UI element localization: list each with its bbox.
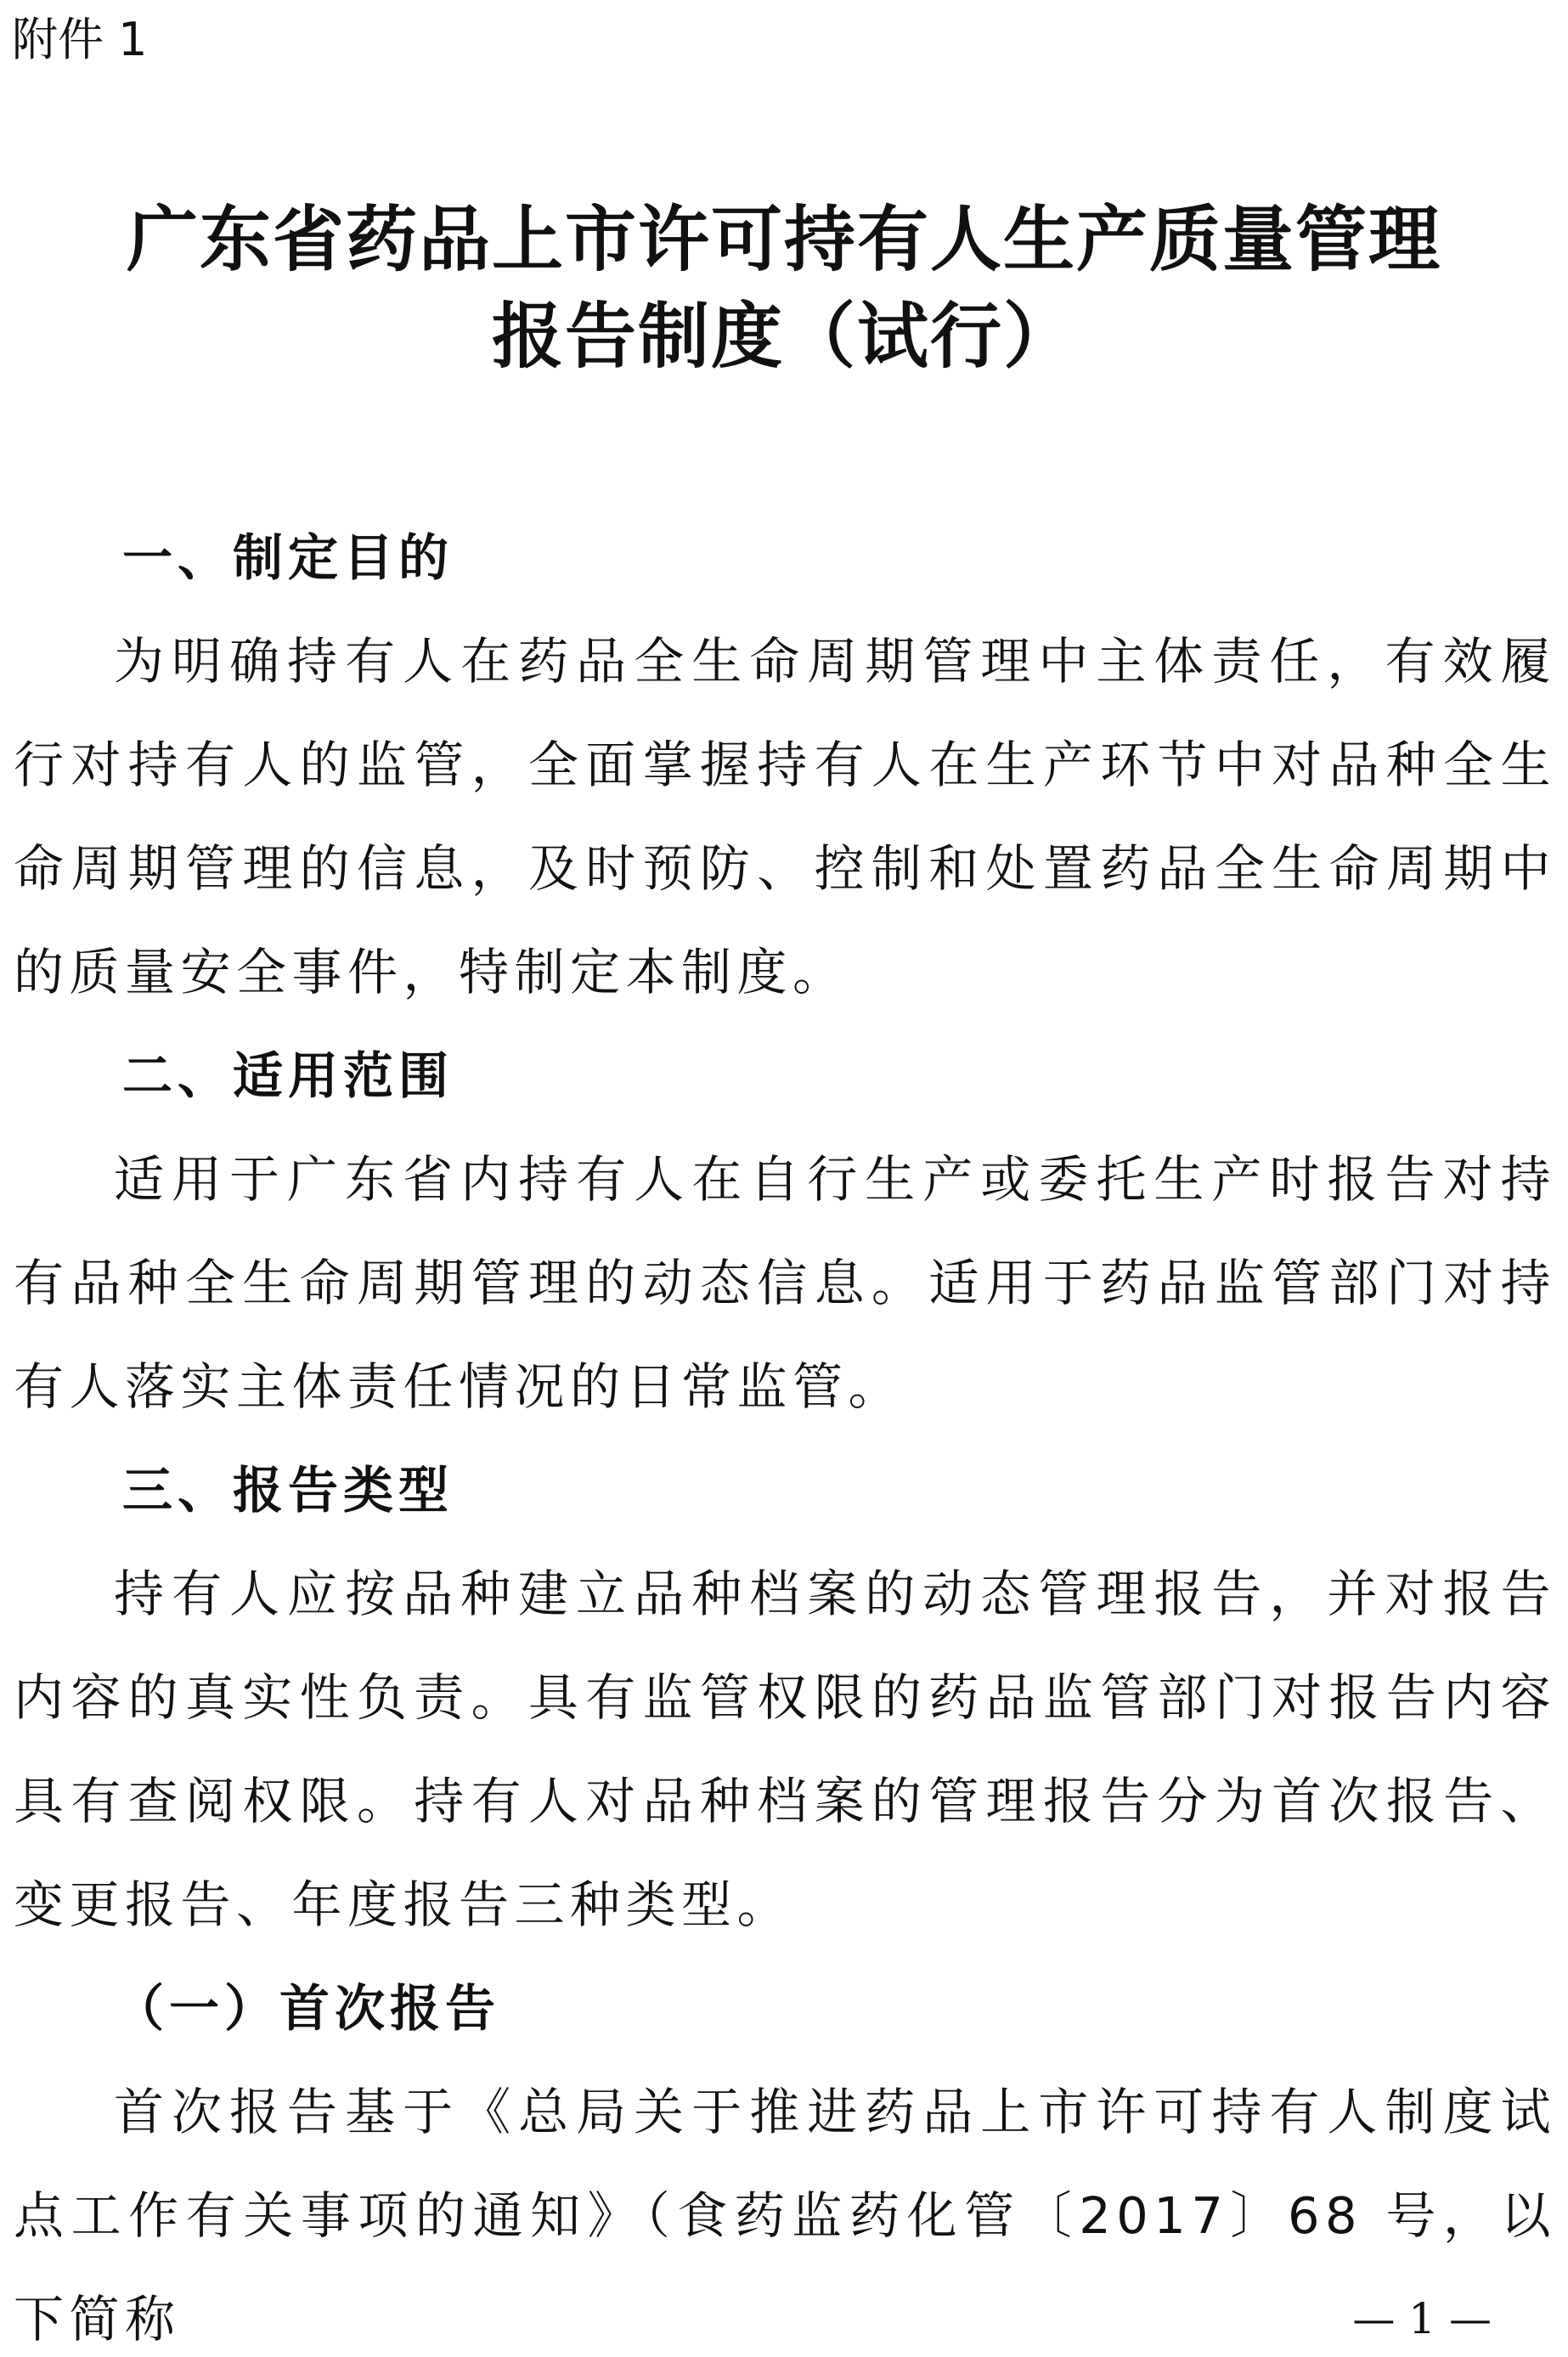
- subsection-heading-first-report: （一）首次报告: [114, 1979, 501, 2038]
- document-body: [14, 506, 1556, 2357]
- attachment-label: 附件 1: [12, 13, 148, 66]
- section-heading-scope: 二、适用范围: [122, 1046, 454, 1105]
- page-number: — 1 —: [1352, 2294, 1492, 2343]
- document-title-line-2: 报告制度（试行）: [491, 295, 1076, 378]
- document-title-line-1: 广东省药品上市许可持有人生产质量管理: [126, 198, 1441, 281]
- section-heading-report-types: 三、报告类型: [122, 1461, 454, 1520]
- section-paragraph-report-types: 持有人应按品种建立品种档案的动态管理报告，并对报告内容的真实性负责。具有监管权限的药品监管部门对报告内容具有查阅权限。持有人对品种档案的管理报告分为首次报告、变更报告、年度报告三种类型。: [14, 1565, 1556, 1934]
- section-paragraph-scope: 适用于广东省内持有人在自行生产或委托生产时报告对持有品种全生命周期管理的动态信息。适用于药品监管部门对持有人落实主体责任情况的日常监管。: [14, 1150, 1556, 1416]
- section-paragraph-purpose: 为明确持有人在药品全生命周期管理中主体责任，有效履行对持有人的监管，全面掌握持有人在生产环节中对品种全生命周期管理的信息，及时预防、控制和处置药品全生命周期中的质量安全事件，特制定本制度。: [14, 632, 1556, 1001]
- section-heading-purpose: 一、制定目的: [122, 528, 454, 587]
- subsection-paragraph-first-report: 首次报告基于《总局关于推进药品上市许可持有人制度试点工作有关事项的通知》（食药监药化管〔2017〕68 号，以下简称: [14, 2083, 1556, 2349]
